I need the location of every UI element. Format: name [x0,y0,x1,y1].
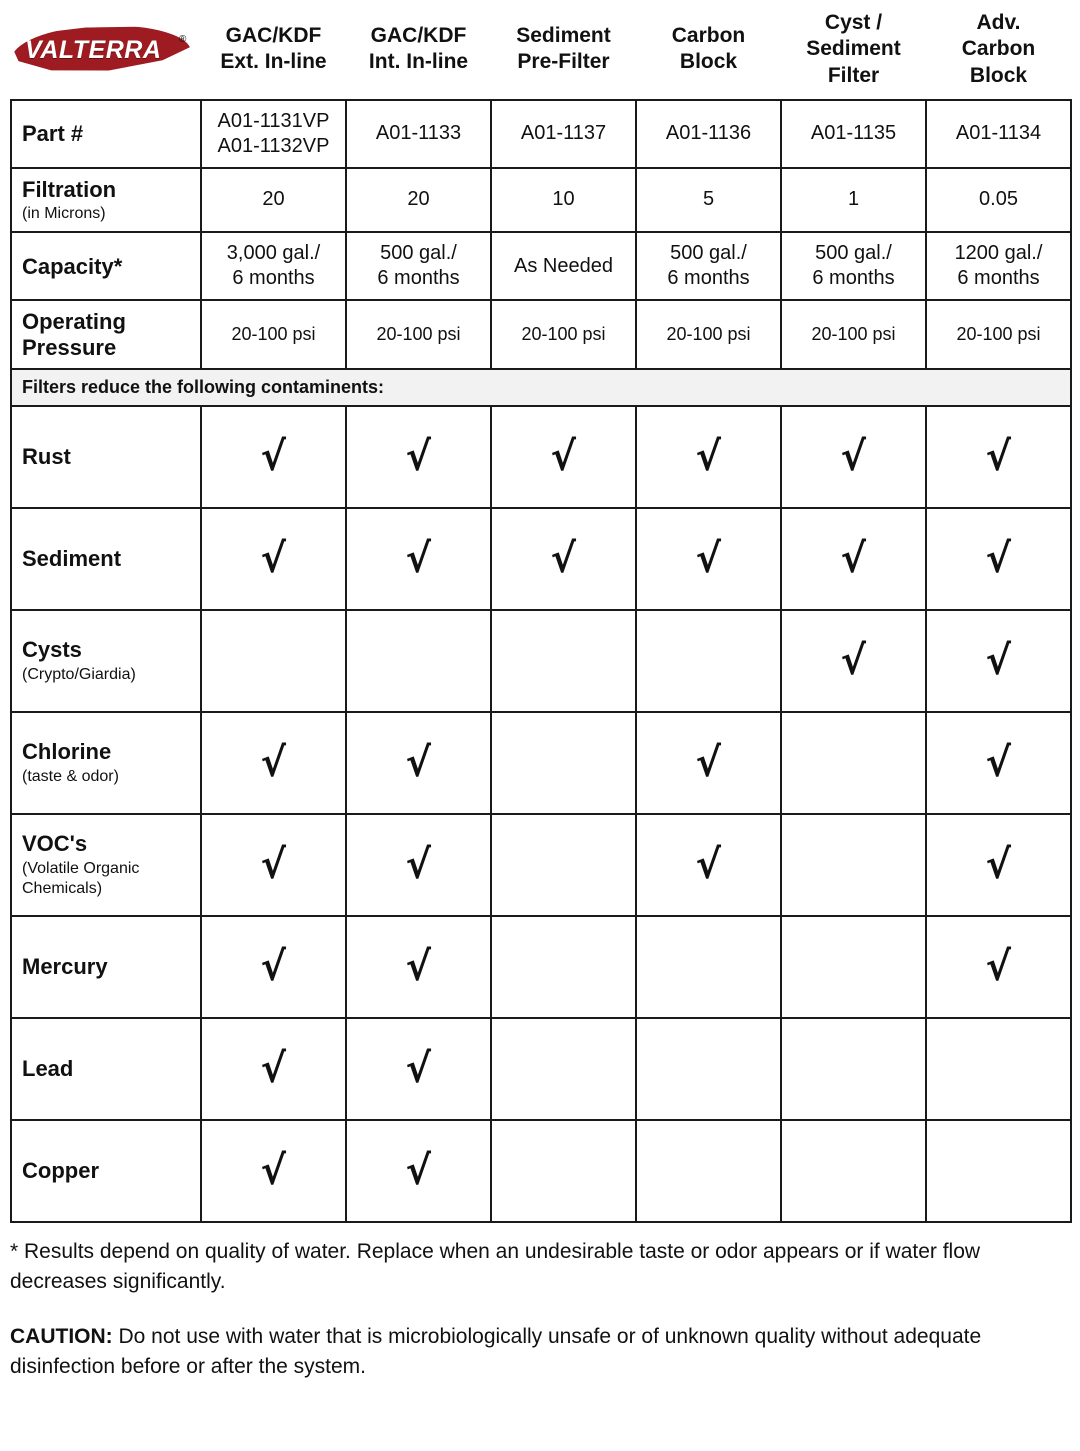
table-row [11,712,1071,814]
check-mercury-adv-carbon [926,916,1071,1018]
cell-pressure-cyst-sediment: 20-100 psi [781,300,926,369]
row-label-rust: Rust [11,406,201,508]
cell-filtration-gac-ext: 20 [201,168,346,232]
caution-note [10,1322,1070,1383]
column-header-cyst-sediment-filter: Cyst / Sediment Filter [806,11,901,87]
row-label-copper: Copper [11,1120,201,1222]
table-row [11,168,1071,232]
cell-filtration-gac-int: 20 [346,168,491,232]
cell-capacity-sediment-pre: As Needed [491,232,636,300]
logo-wordmark: VALTERRA [25,36,162,65]
check-sediment-sediment-pre [491,508,636,610]
table-row [11,610,1071,712]
table-body [11,100,1071,1222]
check-rust-gac-ext [201,406,346,508]
column-header-adv-carbon-block: Adv. Carbon Block [961,11,1036,87]
row-label-cysts: Cysts (Crypto/Giardia) [11,610,201,712]
check-icon: √ [985,739,1012,786]
check-icon: √ [695,739,722,786]
table-row [11,232,1071,300]
check-icon: √ [260,943,287,990]
cell-capacity-cyst-sediment: 500 gal./ 6 months [781,232,926,300]
check-icon: √ [840,637,867,684]
check-vocs-gac-ext [201,814,346,916]
cell-filtration-sediment-pre: 10 [491,168,636,232]
cell-pressure-sediment-pre: 20-100 psi [491,300,636,369]
check-lead-gac-int [346,1018,491,1120]
row-label-part-number: Part # [11,100,201,168]
check-mercury-gac-ext [201,916,346,1018]
check-sediment-carbon-block [636,508,781,610]
check-mercury-gac-int [346,916,491,1018]
check-chlorine-gac-ext [201,712,346,814]
check-icon: √ [260,535,287,582]
row-label-operating-pressure: Operating Pressure [11,300,201,369]
check-vocs-carbon-block [636,814,781,916]
cell-part-sediment-pre: A01-1137 [491,100,636,168]
row-label-capacity: Capacity* [11,232,201,300]
check-icon: √ [405,535,432,582]
table-row [11,916,1071,1018]
check-chlorine-sediment-pre [491,712,636,814]
check-icon: √ [405,739,432,786]
column-header-gac-int: GAC/KDF Int. In-line [368,24,469,74]
check-cysts-cyst-sediment [781,610,926,712]
caution-text: Do not use with water that is microbiologically unsafe or of unknown quality without adequate disinfection before or after the system. [10,1324,982,1379]
check-vocs-cyst-sediment [781,814,926,916]
cell-capacity-adv-carbon: 1200 gal./ 6 months [926,232,1071,300]
check-cysts-gac-int [346,610,491,712]
filter-comparison-table [10,6,1072,1223]
check-cysts-carbon-block [636,610,781,712]
cell-pressure-gac-ext: 20-100 psi [201,300,346,369]
check-icon: √ [695,535,722,582]
cell-part-carbon-block: A01-1136 [636,100,781,168]
check-icon: √ [840,535,867,582]
check-icon: √ [260,1147,287,1194]
check-vocs-adv-carbon [926,814,1071,916]
check-icon: √ [405,943,432,990]
column-header-sediment-pre-filter: Sediment Pre-Filter [516,24,611,74]
check-chlorine-carbon-block [636,712,781,814]
check-icon: √ [260,1045,287,1092]
check-cysts-adv-carbon [926,610,1071,712]
check-copper-gac-int [346,1120,491,1222]
brand-logo [11,6,201,100]
check-cysts-sediment-pre [491,610,636,712]
footnotes [10,1237,1070,1383]
check-icon: √ [985,433,1012,480]
row-label-filtration: Filtration (in Microns) [11,168,201,232]
check-icon: √ [695,841,722,888]
header-row [11,6,1071,100]
table-row [11,100,1071,168]
cell-pressure-gac-int: 20-100 psi [346,300,491,369]
check-icon: √ [695,433,722,480]
caution-label: CAUTION: [10,1324,113,1348]
check-rust-sediment-pre [491,406,636,508]
check-icon: √ [405,433,432,480]
table-row [11,814,1071,916]
check-lead-adv-carbon [926,1018,1071,1120]
check-icon: √ [405,841,432,888]
cell-filtration-carbon-block: 5 [636,168,781,232]
registered-trademark-icon: ® [179,34,187,46]
check-vocs-sediment-pre [491,814,636,916]
section-title-contaminants: Filters reduce the following contaminents: [11,369,1071,406]
cell-capacity-gac-ext: 3,000 gal./ 6 months [201,232,346,300]
row-label-sediment: Sediment [11,508,201,610]
check-icon: √ [405,1147,432,1194]
table-row [11,1018,1071,1120]
check-chlorine-adv-carbon [926,712,1071,814]
check-mercury-sediment-pre [491,916,636,1018]
cell-part-gac-ext: A01-1131VP A01-1132VP [201,100,346,168]
check-sediment-gac-ext [201,508,346,610]
check-sediment-cyst-sediment [781,508,926,610]
check-icon: √ [840,433,867,480]
check-icon: √ [260,433,287,480]
check-icon: √ [550,433,577,480]
check-icon: √ [405,1045,432,1092]
check-icon: √ [260,841,287,888]
column-header-carbon-block: Carbon Block [671,24,746,74]
cell-pressure-carbon-block: 20-100 psi [636,300,781,369]
row-label-lead: Lead [11,1018,201,1120]
check-icon: √ [985,841,1012,888]
section-header-row [11,369,1071,406]
row-label-vocs: VOC's (Volatile Organic Chemicals) [11,814,201,916]
table-header [11,6,1071,100]
cell-filtration-adv-carbon: 0.05 [926,168,1071,232]
check-copper-sediment-pre [491,1120,636,1222]
check-rust-carbon-block [636,406,781,508]
cell-filtration-cyst-sediment: 1 [781,168,926,232]
cell-pressure-adv-carbon: 20-100 psi [926,300,1071,369]
table-row [11,508,1071,610]
footnote-results: * Results depend on quality of water. Replace when an undesirable taste or odor appears or if water flow decreases significantly. [10,1239,981,1294]
check-rust-adv-carbon [926,406,1071,508]
check-mercury-carbon-block [636,916,781,1018]
check-icon: √ [985,943,1012,990]
check-sediment-adv-carbon [926,508,1071,610]
row-label-mercury: Mercury [11,916,201,1018]
check-copper-carbon-block [636,1120,781,1222]
check-lead-carbon-block [636,1018,781,1120]
table-row [11,1120,1071,1222]
check-chlorine-cyst-sediment [781,712,926,814]
cell-part-cyst-sediment: A01-1135 [781,100,926,168]
check-icon: √ [550,535,577,582]
table-row [11,300,1071,369]
check-lead-gac-ext [201,1018,346,1120]
row-label-chlorine: Chlorine (taste & odor) [11,712,201,814]
check-sediment-gac-int [346,508,491,610]
check-icon: √ [260,739,287,786]
cell-part-gac-int: A01-1133 [346,100,491,168]
check-copper-gac-ext [201,1120,346,1222]
check-vocs-gac-int [346,814,491,916]
check-icon: √ [985,535,1012,582]
check-rust-cyst-sediment [781,406,926,508]
check-mercury-cyst-sediment [781,916,926,1018]
check-copper-cyst-sediment [781,1120,926,1222]
check-lead-sediment-pre [491,1018,636,1120]
cell-capacity-gac-int: 500 gal./ 6 months [346,232,491,300]
check-rust-gac-int [346,406,491,508]
check-lead-cyst-sediment [781,1018,926,1120]
column-header-gac-ext: GAC/KDF Ext. In-line [220,24,327,74]
check-copper-adv-carbon [926,1120,1071,1222]
check-icon: √ [985,637,1012,684]
check-cysts-gac-ext [201,610,346,712]
check-chlorine-gac-int [346,712,491,814]
cell-part-adv-carbon: A01-1134 [926,100,1071,168]
cell-capacity-carbon-block: 500 gal./ 6 months [636,232,781,300]
table-row [11,406,1071,508]
